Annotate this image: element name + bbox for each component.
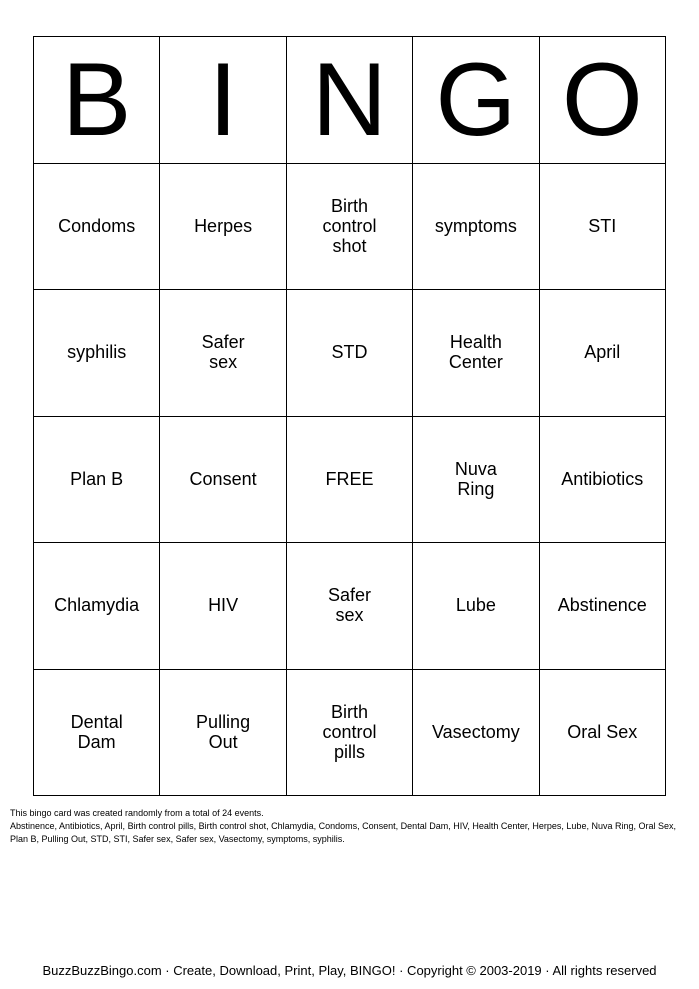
cell-label: Antibiotics xyxy=(561,468,644,489)
cell-label: Chlamydia xyxy=(54,595,140,616)
cell-label: Plan B xyxy=(70,468,124,489)
bingo-cell xyxy=(34,290,160,417)
bingo-cell xyxy=(286,543,412,670)
bingo-cell xyxy=(286,290,412,417)
bingo-row xyxy=(34,290,666,417)
bingo-cell xyxy=(34,163,160,290)
bingo-cell xyxy=(539,416,665,543)
bingo-row xyxy=(34,163,666,290)
cell-label: Abstinence xyxy=(557,595,647,616)
cell-label: Condoms xyxy=(58,215,136,236)
cell-label: Birth control shot xyxy=(322,195,377,256)
bingo-row xyxy=(34,416,666,543)
cell-label: Dental Dam xyxy=(70,711,123,752)
bingo-cell xyxy=(286,669,412,796)
bingo-cell xyxy=(539,290,665,417)
cell-label: Consent xyxy=(189,468,257,489)
bingo-cell xyxy=(160,669,286,796)
bingo-cell xyxy=(413,669,539,796)
bingo-cell xyxy=(160,163,286,290)
free-space xyxy=(286,416,412,543)
bingo-cell xyxy=(413,416,539,543)
header-letter-i: I xyxy=(160,37,286,164)
bingo-cell xyxy=(539,669,665,796)
cell-label: symptoms xyxy=(434,215,517,236)
bingo-cell xyxy=(34,416,160,543)
card-created-note: This bingo card was created randomly from a total of 24 events. xyxy=(10,808,264,818)
cell-label: FREE xyxy=(325,468,374,489)
bingo-cell xyxy=(160,543,286,670)
bingo-cell xyxy=(160,416,286,543)
bingo-cell xyxy=(413,543,539,670)
cell-label: Safer sex xyxy=(201,332,245,373)
cell-label: Herpes xyxy=(194,215,253,236)
events-list: Abstinence, Antibiotics, April, Birth control pills, Birth control shot, Chlamydia, Condoms, Consent, Dental Dam, HIV, Health Center, Herpes, Lube, Nuva Ring, Oral Sex, Plan B, Pulling Out, STD, STI, Safer sex, Safer sex, Vasectomy, symptoms, syphilis. xyxy=(10,821,676,844)
header-letter-o: O xyxy=(539,37,665,164)
cell-label: STI xyxy=(588,215,617,236)
bingo-cell xyxy=(539,163,665,290)
cell-label: Health Center xyxy=(448,332,503,373)
bingo-cell xyxy=(34,669,160,796)
cell-label: April xyxy=(584,342,621,363)
cell-label: Safer sex xyxy=(327,585,371,626)
bingo-cell xyxy=(539,543,665,670)
cell-label: STD xyxy=(331,342,368,363)
footer-copyright: BuzzBuzzBingo.com · Create, Download, Print, Play, BINGO! · Copyright © 2003-2019 · All rights reserved xyxy=(42,963,657,978)
bingo-row xyxy=(34,543,666,670)
cell-label: Birth control pills xyxy=(322,701,377,762)
header-letter-g: G xyxy=(413,37,539,164)
cell-label: Lube xyxy=(455,595,496,616)
cell-label: Oral Sex xyxy=(567,721,638,742)
bingo-header-row xyxy=(34,37,666,164)
bingo-cell xyxy=(413,163,539,290)
cell-label: Vasectomy xyxy=(432,721,520,742)
cell-label: Nuva Ring xyxy=(454,458,497,499)
cell-label: syphilis xyxy=(67,342,127,363)
cell-label: Pulling Out xyxy=(196,711,251,752)
bingo-cell xyxy=(160,290,286,417)
header-letter-n: N xyxy=(286,37,412,164)
cell-label: HIV xyxy=(208,595,239,616)
bingo-card xyxy=(33,36,666,796)
header-letter-b: B xyxy=(34,37,160,164)
bingo-cell xyxy=(286,163,412,290)
bingo-cell xyxy=(34,543,160,670)
bingo-row xyxy=(34,669,666,796)
bingo-cell xyxy=(413,290,539,417)
